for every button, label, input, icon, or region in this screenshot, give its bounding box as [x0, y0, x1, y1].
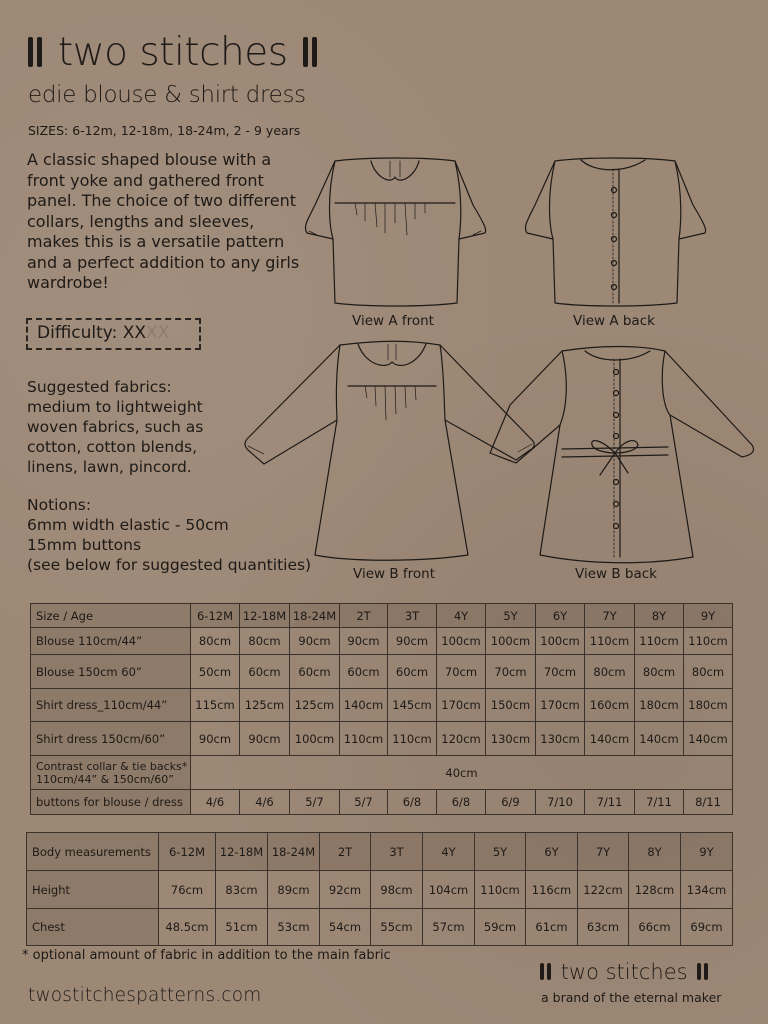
table-cell: 80cm	[191, 628, 240, 655]
table-cell: 100cm	[536, 628, 585, 655]
double-bar-icon	[697, 960, 711, 984]
header-cell: 6Y	[526, 833, 578, 871]
table-cell: 140cm	[635, 722, 684, 756]
table-cell: 70cm	[536, 655, 585, 689]
double-bar-icon	[303, 33, 321, 72]
table-cell: 53cm	[268, 909, 320, 946]
header-cell: 18-24M	[290, 604, 340, 628]
table-cell: 7/11	[635, 790, 684, 815]
header-cell: 5Y	[486, 604, 536, 628]
table-cell: 54cm	[320, 909, 371, 946]
header-cell: Size / Age	[31, 604, 191, 628]
view-b-front-label: View B front	[353, 566, 435, 582]
fabrics-line: woven fabrics, such as	[27, 418, 204, 436]
footnote: * optional amount of fabric in addition to the main fabric	[22, 948, 391, 963]
table-cell: 128cm	[629, 871, 681, 909]
header-cell: 3T	[388, 604, 437, 628]
double-bar-icon	[28, 33, 46, 72]
table-cell: 130cm	[486, 722, 536, 756]
table-cell: 122cm	[578, 871, 629, 909]
table-cell: 100cm	[486, 628, 536, 655]
table-cell: 125cm	[290, 689, 340, 722]
table-cell: 80cm	[684, 655, 733, 689]
table-cell: 98cm	[371, 871, 423, 909]
table-row	[31, 628, 733, 655]
table-cell: 76cm	[159, 871, 216, 909]
header-cell: 4Y	[437, 604, 486, 628]
view-b-back-label: View B back	[575, 566, 657, 582]
table-cell: 110cm	[388, 722, 437, 756]
pattern-title: edie blouse & shirt dress	[28, 82, 306, 108]
table-cell: 130cm	[536, 722, 585, 756]
table-cell: 92cm	[320, 871, 371, 909]
header-cell: 2T	[340, 604, 388, 628]
header-cell: 6-12M	[191, 604, 240, 628]
table-cell: 125cm	[240, 689, 290, 722]
table-cell: 60cm	[340, 655, 388, 689]
table-cell: 120cm	[437, 722, 486, 756]
table-row	[31, 722, 733, 756]
table-cell: 5/7	[290, 790, 340, 815]
notions-line: 6mm width elastic - 50cm	[27, 516, 229, 534]
table-cell: 60cm	[388, 655, 437, 689]
table-cell: 90cm	[191, 722, 240, 756]
header-cell: 7Y	[585, 604, 635, 628]
table-cell: 104cm	[423, 871, 475, 909]
header-cell: Body measurements	[27, 833, 159, 871]
table-cell: 100cm	[437, 628, 486, 655]
view-b-back-illustration	[490, 345, 768, 563]
table-cell: 160cm	[585, 689, 635, 722]
notions-title: Notions:	[27, 496, 92, 514]
difficulty-label: Difficulty:	[37, 323, 118, 343]
table-cell: 8/11	[684, 790, 733, 815]
table-row	[27, 871, 733, 909]
table-row	[27, 909, 733, 946]
table-cell: 55cm	[371, 909, 423, 946]
pattern-description: A classic shaped blouse with a front yoke and gathered front panel. The choice of two different collars, lengths and sleeves, makes this is a versatile pattern and a perfect addition to any girls wardrobe!	[27, 150, 300, 292]
table-cell: 110cm	[475, 871, 526, 909]
difficulty-box	[26, 318, 201, 350]
table-cell: 140cm	[684, 722, 733, 756]
table-cell: 180cm	[684, 689, 733, 722]
table-cell: 4/6	[191, 790, 240, 815]
brand-title	[28, 30, 321, 75]
table-row-contrast	[31, 756, 733, 790]
website-url[interactable]: twostitchespatterns.com	[28, 985, 262, 1006]
table-cell: 115cm	[191, 689, 240, 722]
view-a-back-label: View A back	[573, 313, 655, 329]
header-cell: 18-24M	[268, 833, 320, 871]
table-cell: 63cm	[578, 909, 629, 946]
table-cell: 134cm	[681, 871, 733, 909]
footer-brand-name: two stitches	[560, 960, 688, 984]
table-cell: 90cm	[290, 628, 340, 655]
table-cell: 60cm	[290, 655, 340, 689]
fabrics-title: Suggested fabrics:	[27, 378, 172, 396]
fabrics-line: cotton, cotton blends,	[27, 438, 198, 456]
table-cell: 5/7	[340, 790, 388, 815]
table-cell: 7/10	[536, 790, 585, 815]
table-cell: 116cm	[526, 871, 578, 909]
table-cell: 110cm	[585, 628, 635, 655]
row-label: Contrast collar & tie backs* 110cm/44” & 150cm/60”	[31, 756, 191, 790]
table-cell: 59cm	[475, 909, 526, 946]
row-label: Shirt dress 150cm/60”	[31, 722, 191, 756]
header-cell: 4Y	[423, 833, 475, 871]
table-cell: 4/6	[240, 790, 290, 815]
table-cell: 150cm	[486, 689, 536, 722]
row-label: buttons for blouse / dress	[31, 790, 191, 815]
table-cell: 40cm	[191, 756, 733, 790]
difficulty-filled: XX	[122, 323, 147, 343]
fabrics-line: medium to lightweight	[27, 398, 203, 416]
footer-brand	[540, 960, 711, 984]
table-cell: 180cm	[635, 689, 684, 722]
row-label: Height	[27, 871, 159, 909]
table-cell: 6/8	[388, 790, 437, 815]
row-label: Blouse 110cm/44”	[31, 628, 191, 655]
notions-line: (see below for suggested quantities)	[27, 556, 312, 574]
table-cell: 170cm	[437, 689, 486, 722]
row-label: Chest	[27, 909, 159, 946]
table-cell: 7/11	[585, 790, 635, 815]
table-cell: 80cm	[585, 655, 635, 689]
table-header-row	[27, 833, 733, 871]
double-bar-icon	[540, 960, 554, 984]
brand-name: two stitches	[57, 30, 288, 75]
table-cell: 70cm	[437, 655, 486, 689]
table-cell: 145cm	[388, 689, 437, 722]
table-cell: 60cm	[240, 655, 290, 689]
body-measurements-table	[26, 832, 733, 946]
table-cell: 48.5cm	[159, 909, 216, 946]
table-cell: 50cm	[191, 655, 240, 689]
row-label: Blouse 150cm 60”	[31, 655, 191, 689]
header-cell: 7Y	[578, 833, 629, 871]
header-cell: 8Y	[635, 604, 684, 628]
table-cell: 140cm	[585, 722, 635, 756]
table-cell: 80cm	[240, 628, 290, 655]
table-cell: 70cm	[486, 655, 536, 689]
table-cell: 89cm	[268, 871, 320, 909]
table-row	[31, 689, 733, 722]
view-a-back-illustration	[515, 155, 715, 315]
table-cell: 110cm	[635, 628, 684, 655]
table-cell: 51cm	[216, 909, 268, 946]
table-cell: 69cm	[681, 909, 733, 946]
table-cell: 6/8	[437, 790, 486, 815]
header-cell: 12-18M	[216, 833, 268, 871]
table-cell: 90cm	[388, 628, 437, 655]
header-cell: 9Y	[684, 604, 733, 628]
difficulty-empty: XX	[146, 323, 170, 343]
table-cell: 90cm	[240, 722, 290, 756]
table-cell: 80cm	[635, 655, 684, 689]
table-row	[31, 655, 733, 689]
fabrics-line: linens, lawn, pincord.	[27, 458, 192, 476]
view-a-front-illustration	[295, 155, 495, 315]
table-cell: 140cm	[340, 689, 388, 722]
table-cell: 90cm	[340, 628, 388, 655]
table-cell: 61cm	[526, 909, 578, 946]
table-cell: 57cm	[423, 909, 475, 946]
header-cell: 5Y	[475, 833, 526, 871]
notions-line: 15mm buttons	[27, 536, 142, 554]
table-cell: 83cm	[216, 871, 268, 909]
table-cell: 170cm	[536, 689, 585, 722]
header-cell: 3T	[371, 833, 423, 871]
footer-tagline: a brand of the eternal maker	[541, 990, 722, 1005]
header-cell: 8Y	[629, 833, 681, 871]
table-row-buttons	[31, 790, 733, 815]
fabric-requirements-table	[30, 603, 733, 815]
table-cell: 66cm	[629, 909, 681, 946]
table-header-row	[31, 604, 733, 628]
header-cell: 12-18M	[240, 604, 290, 628]
sizes-line: SIZES: 6-12m, 12-18m, 18-24m, 2 - 9 years	[28, 123, 301, 138]
table-cell: 110cm	[684, 628, 733, 655]
header-cell: 6-12M	[159, 833, 216, 871]
table-cell: 6/9	[486, 790, 536, 815]
header-cell: 6Y	[536, 604, 585, 628]
view-a-front-label: View A front	[352, 313, 434, 329]
header-cell: 2T	[320, 833, 371, 871]
row-label: Shirt dress_110cm/44”	[31, 689, 191, 722]
header-cell: 9Y	[681, 833, 733, 871]
table-cell: 110cm	[340, 722, 388, 756]
table-cell: 100cm	[290, 722, 340, 756]
